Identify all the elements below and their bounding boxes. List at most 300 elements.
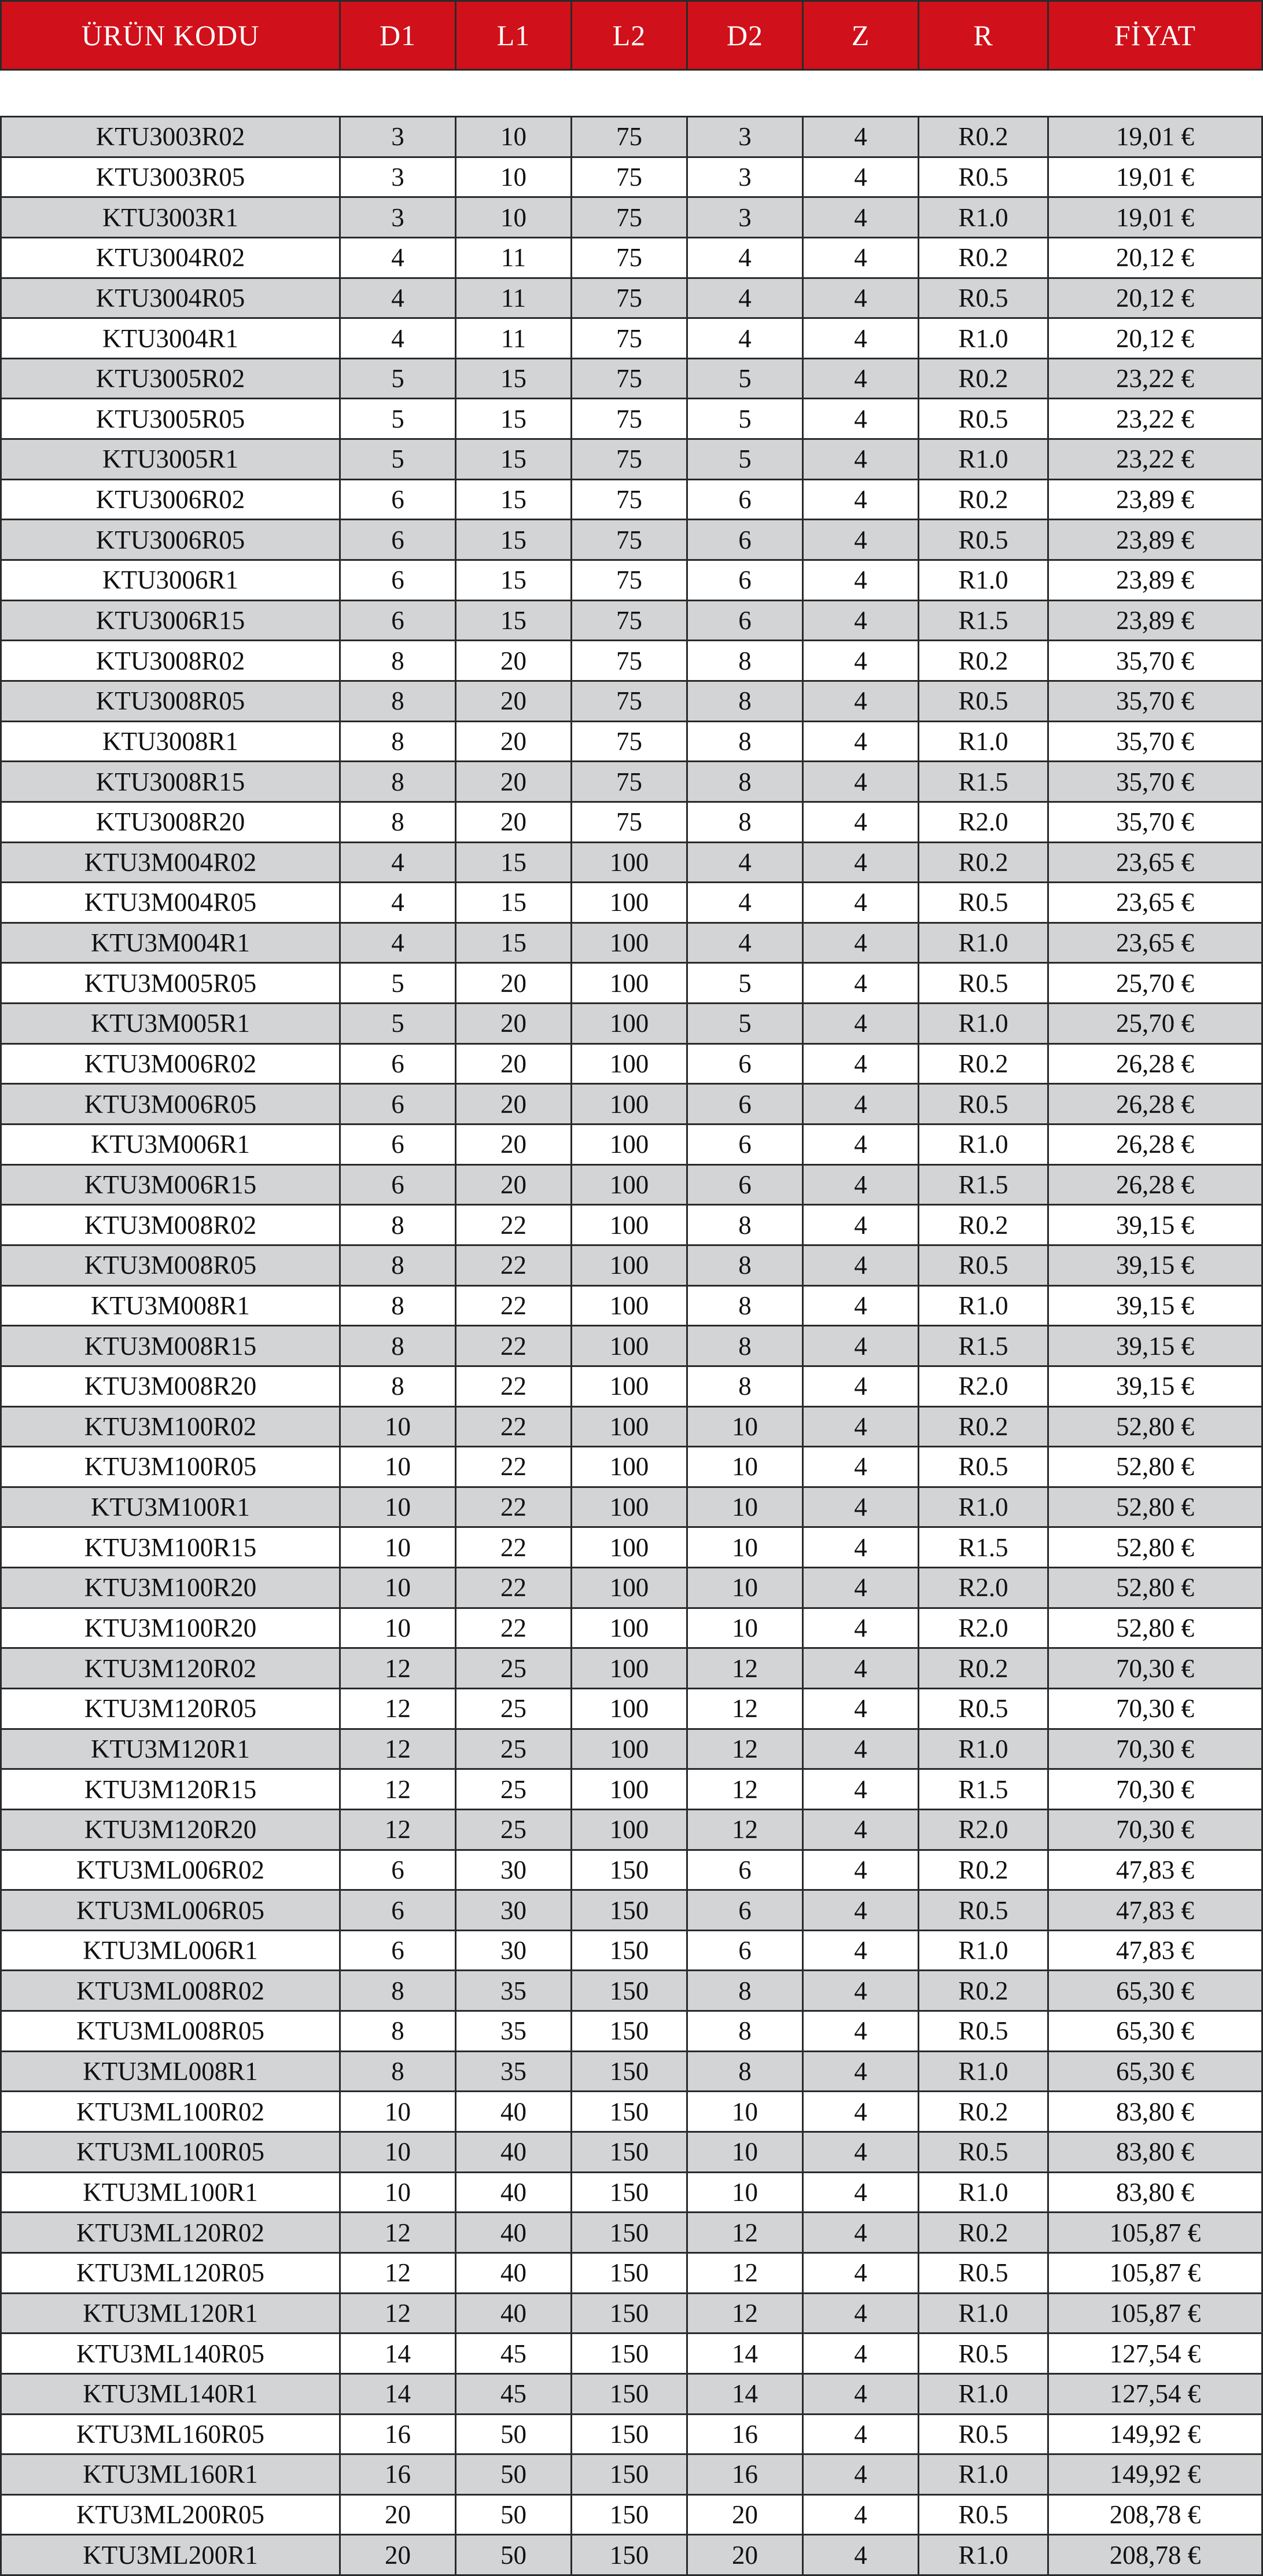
cell-l1: 22 — [456, 1285, 572, 1326]
cell-d2: 10 — [687, 2132, 803, 2173]
cell-l2: 100 — [572, 1245, 687, 1285]
cell-d1: 8 — [340, 641, 456, 681]
cell-d2: 20 — [687, 2494, 803, 2535]
cell-price: 35,70 € — [1048, 641, 1262, 681]
cell-z: 4 — [803, 1326, 919, 1366]
cell-z: 4 — [803, 600, 919, 641]
cell-r: R0.2 — [919, 1850, 1048, 1890]
cell-d2: 10 — [687, 1406, 803, 1447]
cell-l1: 50 — [456, 2535, 572, 2575]
cell-price: 47,83 € — [1048, 1930, 1262, 1971]
cell-r: R2.0 — [919, 1366, 1048, 1406]
cell-d2: 12 — [687, 1648, 803, 1689]
cell-price: 127,54 € — [1048, 2373, 1262, 2414]
cell-d2: 8 — [687, 1971, 803, 2011]
cell-l1: 25 — [456, 1809, 572, 1850]
header-price: FİYAT — [1048, 1, 1262, 70]
cell-r: R0.2 — [919, 2092, 1048, 2132]
cell-l1: 25 — [456, 1648, 572, 1689]
cell-product-code: KTU3006R1 — [1, 560, 340, 601]
cell-d2: 12 — [687, 2213, 803, 2253]
cell-product-code: KTU3M004R02 — [1, 842, 340, 883]
cell-z: 4 — [803, 1568, 919, 1608]
cell-product-code: KTU3004R02 — [1, 237, 340, 278]
cell-product-code: KTU3ML100R02 — [1, 2092, 340, 2132]
cell-d1: 4 — [340, 237, 456, 278]
cell-r: R0.5 — [919, 963, 1048, 1004]
cell-l2: 75 — [572, 117, 687, 157]
cell-r: R2.0 — [919, 1568, 1048, 1608]
cell-d2: 10 — [687, 1527, 803, 1568]
cell-r: R0.2 — [919, 358, 1048, 399]
cell-l2: 100 — [572, 1406, 687, 1447]
cell-r: R2.0 — [919, 1809, 1048, 1850]
table-row — [1, 479, 1262, 520]
cell-l1: 45 — [456, 2334, 572, 2374]
cell-z: 4 — [803, 1971, 919, 2011]
cell-l2: 100 — [572, 1608, 687, 1648]
cell-product-code: KTU3M120R05 — [1, 1688, 340, 1729]
cell-z: 4 — [803, 1809, 919, 1850]
cell-r: R0.5 — [919, 2132, 1048, 2173]
cell-z: 4 — [803, 2132, 919, 2173]
cell-l1: 40 — [456, 2172, 572, 2213]
cell-z: 4 — [803, 1205, 919, 1245]
cell-z: 4 — [803, 1608, 919, 1648]
cell-l1: 40 — [456, 2092, 572, 2132]
cell-product-code: KTU3ML100R1 — [1, 2172, 340, 2213]
cell-z: 4 — [803, 1366, 919, 1406]
cell-price: 127,54 € — [1048, 2334, 1262, 2374]
cell-r: R1.5 — [919, 1769, 1048, 1810]
header-spacer — [0, 71, 1263, 116]
cell-z: 4 — [803, 2414, 919, 2454]
cell-price: 105,87 € — [1048, 2252, 1262, 2293]
cell-z: 4 — [803, 2252, 919, 2293]
cell-l1: 20 — [456, 762, 572, 802]
cell-d1: 12 — [340, 2213, 456, 2253]
table-row — [1, 1043, 1262, 1084]
cell-r: R0.5 — [919, 2011, 1048, 2052]
cell-product-code: KTU3M100R15 — [1, 1527, 340, 1568]
cell-d2: 8 — [687, 1245, 803, 1285]
cell-product-code: KTU3M006R1 — [1, 1125, 340, 1165]
table-row — [1, 157, 1262, 197]
cell-price: 26,28 € — [1048, 1125, 1262, 1165]
cell-l1: 50 — [456, 2494, 572, 2535]
cell-d2: 8 — [687, 1366, 803, 1406]
cell-d1: 8 — [340, 802, 456, 842]
cell-d2: 10 — [687, 2172, 803, 2213]
cell-l2: 150 — [572, 2414, 687, 2454]
cell-d1: 8 — [340, 1285, 456, 1326]
table-row — [1, 641, 1262, 681]
cell-d2: 3 — [687, 197, 803, 238]
cell-l1: 40 — [456, 2132, 572, 2173]
table-row — [1, 1285, 1262, 1326]
header-l2: L2 — [572, 1, 687, 70]
cell-l2: 100 — [572, 1688, 687, 1729]
cell-price: 23,89 € — [1048, 600, 1262, 641]
cell-l1: 40 — [456, 2252, 572, 2293]
cell-z: 4 — [803, 2092, 919, 2132]
cell-price: 52,80 € — [1048, 1447, 1262, 1487]
cell-z: 4 — [803, 721, 919, 762]
table-row — [1, 1366, 1262, 1406]
cell-price: 83,80 € — [1048, 2172, 1262, 2213]
cell-l1: 15 — [456, 358, 572, 399]
cell-z: 4 — [803, 1527, 919, 1568]
table-row — [1, 721, 1262, 762]
cell-z: 4 — [803, 2454, 919, 2495]
cell-l1: 15 — [456, 399, 572, 439]
cell-product-code: KTU3M100R1 — [1, 1487, 340, 1527]
cell-d2: 12 — [687, 1769, 803, 1810]
cell-product-code: KTU3M005R05 — [1, 963, 340, 1004]
cell-d1: 8 — [340, 1326, 456, 1366]
cell-r: R0.5 — [919, 2252, 1048, 2293]
cell-l2: 75 — [572, 560, 687, 601]
cell-d1: 8 — [340, 721, 456, 762]
cell-price: 70,30 € — [1048, 1809, 1262, 1850]
cell-z: 4 — [803, 1285, 919, 1326]
cell-d1: 10 — [340, 1568, 456, 1608]
cell-l1: 15 — [456, 883, 572, 923]
cell-d2: 4 — [687, 842, 803, 883]
table-row — [1, 439, 1262, 480]
cell-d1: 8 — [340, 1971, 456, 2011]
cell-d2: 3 — [687, 157, 803, 197]
cell-r: R0.5 — [919, 2494, 1048, 2535]
cell-product-code: KTU3003R02 — [1, 117, 340, 157]
table-row — [1, 1245, 1262, 1285]
cell-d2: 6 — [687, 600, 803, 641]
cell-l1: 15 — [456, 923, 572, 963]
cell-product-code: KTU3004R05 — [1, 278, 340, 318]
cell-d2: 10 — [687, 1608, 803, 1648]
cell-product-code: KTU3ML140R05 — [1, 2334, 340, 2374]
cell-product-code: KTU3005R1 — [1, 439, 340, 480]
cell-d1: 20 — [340, 2494, 456, 2535]
cell-z: 4 — [803, 2172, 919, 2213]
cell-l2: 150 — [572, 2494, 687, 2535]
cell-z: 4 — [803, 1004, 919, 1044]
cell-price: 65,30 € — [1048, 2011, 1262, 2052]
cell-z: 4 — [803, 641, 919, 681]
cell-d2: 6 — [687, 1930, 803, 1971]
cell-l2: 100 — [572, 1285, 687, 1326]
cell-product-code: KTU3ML120R05 — [1, 2252, 340, 2293]
cell-product-code: KTU3M008R02 — [1, 1205, 340, 1245]
cell-z: 4 — [803, 117, 919, 157]
cell-d2: 6 — [687, 1043, 803, 1084]
cell-r: R0.5 — [919, 1245, 1048, 1285]
header-row — [1, 1, 1262, 70]
cell-l1: 15 — [456, 520, 572, 560]
cell-l2: 100 — [572, 1084, 687, 1125]
cell-d1: 8 — [340, 1366, 456, 1406]
cell-l2: 100 — [572, 1729, 687, 1769]
cell-z: 4 — [803, 2373, 919, 2414]
cell-r: R0.5 — [919, 2414, 1048, 2454]
cell-r: R1.0 — [919, 2051, 1048, 2092]
cell-z: 4 — [803, 2051, 919, 2092]
cell-price: 39,15 € — [1048, 1245, 1262, 1285]
cell-z: 4 — [803, 1406, 919, 1447]
table-row — [1, 1326, 1262, 1366]
cell-price: 52,80 € — [1048, 1406, 1262, 1447]
table-row — [1, 560, 1262, 601]
table-row — [1, 1648, 1262, 1689]
table-row — [1, 318, 1262, 359]
cell-product-code: KTU3006R15 — [1, 600, 340, 641]
cell-d2: 8 — [687, 802, 803, 842]
table-row — [1, 802, 1262, 842]
cell-r: R1.0 — [919, 560, 1048, 601]
table-row — [1, 1205, 1262, 1245]
table-header — [0, 0, 1263, 71]
cell-z: 4 — [803, 923, 919, 963]
cell-price: 23,65 € — [1048, 842, 1262, 883]
cell-l2: 100 — [572, 1326, 687, 1366]
cell-z: 4 — [803, 1125, 919, 1165]
cell-product-code: KTU3ML160R1 — [1, 2454, 340, 2495]
cell-price: 35,70 € — [1048, 802, 1262, 842]
cell-r: R0.2 — [919, 1971, 1048, 2011]
cell-z: 4 — [803, 883, 919, 923]
table-row — [1, 2494, 1262, 2535]
cell-d1: 6 — [340, 1930, 456, 1971]
cell-d1: 12 — [340, 2293, 456, 2334]
cell-d1: 6 — [340, 600, 456, 641]
table-row — [1, 399, 1262, 439]
table-row — [1, 237, 1262, 278]
cell-l1: 11 — [456, 278, 572, 318]
cell-price: 39,15 € — [1048, 1366, 1262, 1406]
cell-d2: 10 — [687, 2092, 803, 2132]
cell-l1: 15 — [456, 600, 572, 641]
cell-l1: 11 — [456, 237, 572, 278]
cell-r: R0.5 — [919, 278, 1048, 318]
table-row — [1, 963, 1262, 1004]
cell-product-code: KTU3M004R1 — [1, 923, 340, 963]
cell-l2: 75 — [572, 802, 687, 842]
cell-product-code: KTU3005R02 — [1, 358, 340, 399]
cell-d1: 4 — [340, 278, 456, 318]
table-row — [1, 2132, 1262, 2173]
cell-d1: 5 — [340, 399, 456, 439]
table-row — [1, 2172, 1262, 2213]
cell-r: R0.5 — [919, 520, 1048, 560]
header-r: R — [919, 1, 1048, 70]
table-row — [1, 2252, 1262, 2293]
cell-d1: 12 — [340, 1648, 456, 1689]
cell-d1: 14 — [340, 2373, 456, 2414]
cell-z: 4 — [803, 1850, 919, 1890]
cell-d1: 6 — [340, 560, 456, 601]
cell-z: 4 — [803, 439, 919, 480]
table-row — [1, 1487, 1262, 1527]
cell-price: 20,12 € — [1048, 237, 1262, 278]
header-product-code: ÜRÜN KODU — [1, 1, 340, 70]
table-body — [1, 117, 1262, 2575]
cell-r: R1.5 — [919, 1164, 1048, 1205]
cell-price: 19,01 € — [1048, 157, 1262, 197]
cell-l1: 50 — [456, 2414, 572, 2454]
cell-price: 52,80 € — [1048, 1527, 1262, 1568]
cell-l2: 100 — [572, 1164, 687, 1205]
cell-l2: 150 — [572, 1930, 687, 1971]
cell-l1: 22 — [456, 1608, 572, 1648]
table-row — [1, 600, 1262, 641]
cell-l1: 50 — [456, 2454, 572, 2495]
cell-d2: 5 — [687, 439, 803, 480]
cell-price: 47,83 € — [1048, 1890, 1262, 1931]
cell-l1: 15 — [456, 842, 572, 883]
table-row — [1, 358, 1262, 399]
cell-product-code: KTU3M100R05 — [1, 1447, 340, 1487]
cell-price: 26,28 € — [1048, 1043, 1262, 1084]
cell-l2: 150 — [572, 2454, 687, 2495]
cell-d2: 6 — [687, 1850, 803, 1890]
cell-price: 25,70 € — [1048, 963, 1262, 1004]
cell-z: 4 — [803, 2213, 919, 2253]
cell-product-code: KTU3ML006R1 — [1, 1930, 340, 1971]
cell-d1: 6 — [340, 1084, 456, 1125]
cell-d1: 10 — [340, 1487, 456, 1527]
cell-z: 4 — [803, 762, 919, 802]
cell-d2: 6 — [687, 520, 803, 560]
cell-l1: 20 — [456, 641, 572, 681]
cell-d2: 8 — [687, 762, 803, 802]
cell-product-code: KTU3ML200R1 — [1, 2535, 340, 2575]
cell-r: R0.5 — [919, 1890, 1048, 1931]
cell-l2: 100 — [572, 883, 687, 923]
cell-r: R1.5 — [919, 600, 1048, 641]
cell-l1: 22 — [456, 1527, 572, 1568]
cell-price: 23,89 € — [1048, 520, 1262, 560]
cell-z: 4 — [803, 197, 919, 238]
cell-price: 23,22 € — [1048, 439, 1262, 480]
cell-price: 20,12 € — [1048, 318, 1262, 359]
cell-d2: 8 — [687, 721, 803, 762]
table-row — [1, 2213, 1262, 2253]
cell-l1: 10 — [456, 157, 572, 197]
price-table — [0, 116, 1263, 2576]
cell-price: 149,92 € — [1048, 2454, 1262, 2495]
cell-l1: 30 — [456, 1890, 572, 1931]
cell-r: R1.0 — [919, 2454, 1048, 2495]
cell-d2: 16 — [687, 2414, 803, 2454]
cell-r: R1.5 — [919, 1527, 1048, 1568]
cell-d1: 6 — [340, 520, 456, 560]
table-row — [1, 2454, 1262, 2495]
cell-l1: 22 — [456, 1447, 572, 1487]
cell-r: R0.5 — [919, 883, 1048, 923]
cell-l2: 100 — [572, 1648, 687, 1689]
cell-z: 4 — [803, 842, 919, 883]
cell-d1: 10 — [340, 1406, 456, 1447]
cell-price: 39,15 € — [1048, 1285, 1262, 1326]
cell-product-code: KTU3M008R20 — [1, 1366, 340, 1406]
cell-l2: 75 — [572, 681, 687, 721]
cell-d1: 14 — [340, 2334, 456, 2374]
header-d2: D2 — [687, 1, 803, 70]
cell-d2: 8 — [687, 681, 803, 721]
cell-r: R0.2 — [919, 1043, 1048, 1084]
cell-l2: 100 — [572, 1809, 687, 1850]
cell-r: R1.0 — [919, 197, 1048, 238]
cell-product-code: KTU3ML006R02 — [1, 1850, 340, 1890]
cell-d2: 12 — [687, 1809, 803, 1850]
cell-r: R1.0 — [919, 2293, 1048, 2334]
cell-d1: 6 — [340, 1890, 456, 1931]
table-row — [1, 1447, 1262, 1487]
cell-l2: 150 — [572, 2213, 687, 2253]
cell-l1: 25 — [456, 1729, 572, 1769]
cell-d1: 4 — [340, 923, 456, 963]
cell-product-code: KTU3ML160R05 — [1, 2414, 340, 2454]
table-row — [1, 1688, 1262, 1729]
cell-l1: 15 — [456, 439, 572, 480]
cell-l2: 100 — [572, 963, 687, 1004]
cell-d2: 6 — [687, 479, 803, 520]
cell-d1: 12 — [340, 1809, 456, 1850]
cell-price: 19,01 € — [1048, 117, 1262, 157]
cell-d2: 3 — [687, 117, 803, 157]
cell-z: 4 — [803, 2011, 919, 2052]
cell-d2: 16 — [687, 2454, 803, 2495]
cell-d2: 10 — [687, 1447, 803, 1487]
cell-l1: 20 — [456, 802, 572, 842]
cell-product-code: KTU3M120R15 — [1, 1769, 340, 1810]
cell-d2: 5 — [687, 358, 803, 399]
cell-l2: 150 — [572, 2051, 687, 2092]
cell-l2: 75 — [572, 762, 687, 802]
cell-l1: 10 — [456, 117, 572, 157]
table-row — [1, 681, 1262, 721]
cell-l2: 75 — [572, 197, 687, 238]
cell-z: 4 — [803, 318, 919, 359]
cell-z: 4 — [803, 358, 919, 399]
cell-l1: 20 — [456, 1043, 572, 1084]
cell-d1: 6 — [340, 1125, 456, 1165]
cell-product-code: KTU3M120R02 — [1, 1648, 340, 1689]
cell-l1: 40 — [456, 2213, 572, 2253]
cell-product-code: KTU3008R20 — [1, 802, 340, 842]
cell-price: 23,89 € — [1048, 479, 1262, 520]
cell-d1: 12 — [340, 2252, 456, 2293]
cell-product-code: KTU3003R1 — [1, 197, 340, 238]
cell-r: R0.2 — [919, 237, 1048, 278]
cell-d1: 10 — [340, 2132, 456, 2173]
cell-d1: 3 — [340, 117, 456, 157]
cell-l2: 75 — [572, 479, 687, 520]
cell-product-code: KTU3003R05 — [1, 157, 340, 197]
cell-l1: 45 — [456, 2373, 572, 2414]
cell-d2: 5 — [687, 399, 803, 439]
cell-r: R2.0 — [919, 1608, 1048, 1648]
cell-product-code: KTU3ML120R1 — [1, 2293, 340, 2334]
table-row — [1, 1809, 1262, 1850]
table-row — [1, 1406, 1262, 1447]
cell-l1: 40 — [456, 2293, 572, 2334]
cell-z: 4 — [803, 1084, 919, 1125]
cell-l2: 100 — [572, 1568, 687, 1608]
cell-l2: 100 — [572, 1004, 687, 1044]
cell-product-code: KTU3ML008R05 — [1, 2011, 340, 2052]
cell-z: 4 — [803, 520, 919, 560]
